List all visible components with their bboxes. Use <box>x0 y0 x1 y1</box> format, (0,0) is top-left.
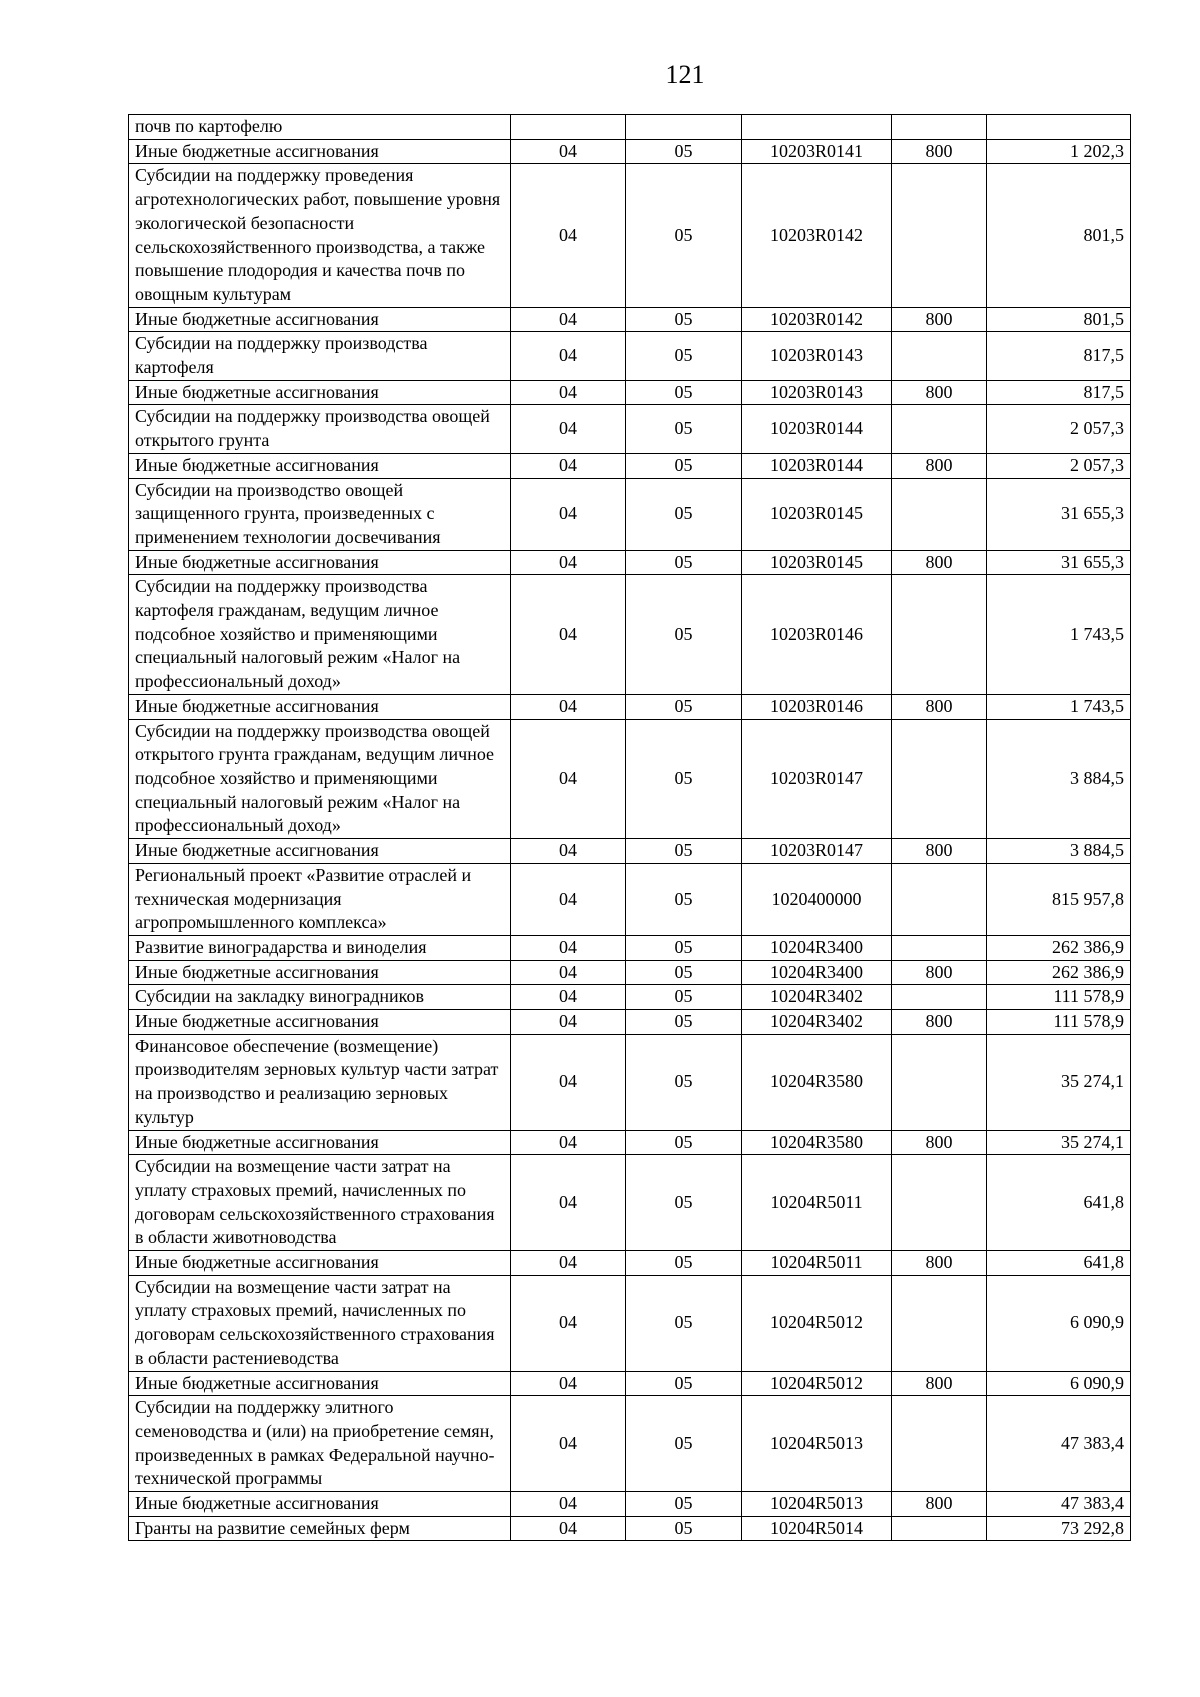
table-row <box>129 405 1131 453</box>
row-type-cell: 800 <box>892 839 987 864</box>
row-subsection-cell: 05 <box>626 1155 742 1251</box>
row-name-cell: Иные бюджетные ассигнования <box>129 550 511 575</box>
row-type-cell <box>892 405 987 453</box>
table-row <box>129 1396 1131 1492</box>
row-name-cell: Иные бюджетные ассигнования <box>129 1492 511 1517</box>
row-name-cell: Субсидии на поддержку производства овощей открытого грунта <box>129 405 511 453</box>
row-type-cell <box>892 985 987 1010</box>
page-number: 121 <box>665 60 705 89</box>
row-amount-cell: 35 274,1 <box>987 1034 1131 1130</box>
row-subsection-cell: 05 <box>626 164 742 307</box>
row-code-cell: 10203R0144 <box>742 453 892 478</box>
row-code-cell: 10203R0143 <box>742 332 892 380</box>
row-amount-cell: 641,8 <box>987 1155 1131 1251</box>
row-section-cell: 04 <box>511 1130 626 1155</box>
row-code-cell: 10204R3402 <box>742 1010 892 1035</box>
row-subsection-cell: 05 <box>626 1396 742 1492</box>
row-subsection-cell: 05 <box>626 453 742 478</box>
row-code-cell: 10203R0143 <box>742 380 892 405</box>
row-type-cell: 800 <box>892 307 987 332</box>
row-amount-cell: 262 386,9 <box>987 960 1131 985</box>
row-section-cell: 04 <box>511 550 626 575</box>
row-amount-cell: 2 057,3 <box>987 453 1131 478</box>
row-code-cell <box>742 115 892 140</box>
table-row <box>129 550 1131 575</box>
row-section-cell: 04 <box>511 985 626 1010</box>
row-subsection-cell: 05 <box>626 719 742 839</box>
row-subsection-cell: 05 <box>626 839 742 864</box>
row-code-cell: 10204R3580 <box>742 1034 892 1130</box>
row-amount-cell: 817,5 <box>987 380 1131 405</box>
row-section-cell: 04 <box>511 478 626 550</box>
row-type-cell <box>892 575 987 695</box>
row-amount-cell: 31 655,3 <box>987 478 1131 550</box>
table-row <box>129 307 1131 332</box>
table-row <box>129 960 1131 985</box>
row-code-cell: 10203R0146 <box>742 694 892 719</box>
table-row <box>129 115 1131 140</box>
row-subsection-cell: 05 <box>626 1251 742 1276</box>
row-subsection-cell: 05 <box>626 694 742 719</box>
row-section-cell: 04 <box>511 1371 626 1396</box>
row-name-cell: Субсидии на поддержку производства овощей открытого грунта гражданам, ведущим личное подсобное хозяйство и применяющими специальный налоговый режим «Налог на профессиональный доход» <box>129 719 511 839</box>
row-name-cell: Иные бюджетные ассигнования <box>129 1010 511 1035</box>
row-type-cell: 800 <box>892 453 987 478</box>
row-subsection-cell: 05 <box>626 1130 742 1155</box>
row-name-cell: Субсидии на производство овощей защищенного грунта, произведенных с применением технологии досвечивания <box>129 478 511 550</box>
row-code-cell: 10203R0145 <box>742 478 892 550</box>
row-name-cell: Иные бюджетные ассигнования <box>129 1371 511 1396</box>
row-amount-cell: 1 202,3 <box>987 139 1131 164</box>
row-type-cell <box>892 1516 987 1541</box>
table-row <box>129 478 1131 550</box>
row-type-cell: 800 <box>892 1010 987 1035</box>
row-subsection-cell: 05 <box>626 575 742 695</box>
table-row <box>129 1492 1131 1517</box>
table-row <box>129 1010 1131 1035</box>
row-name-cell: Субсидии на возмещение части затрат на уплату страховых премий, начисленных по договорам сельскохозяйственного страхования в области животноводства <box>129 1155 511 1251</box>
row-type-cell: 800 <box>892 1371 987 1396</box>
row-code-cell: 1020400000 <box>742 863 892 935</box>
row-subsection-cell: 05 <box>626 985 742 1010</box>
table-row <box>129 1155 1131 1251</box>
row-name-cell: Региональный проект «Развитие отраслей и техническая модернизация агропромышленного комплекса» <box>129 863 511 935</box>
row-type-cell: 800 <box>892 960 987 985</box>
row-amount-cell: 47 383,4 <box>987 1396 1131 1492</box>
row-section-cell: 04 <box>511 380 626 405</box>
row-code-cell: 10204R5011 <box>742 1251 892 1276</box>
row-amount-cell: 1 743,5 <box>987 694 1131 719</box>
row-section-cell: 04 <box>511 1251 626 1276</box>
table-row <box>129 139 1131 164</box>
row-code-cell: 10204R5012 <box>742 1275 892 1371</box>
row-section-cell: 04 <box>511 1492 626 1517</box>
row-name-cell: Иные бюджетные ассигнования <box>129 380 511 405</box>
row-name-cell: Субсидии на поддержку элитного семеноводства и (или) на приобретение семян, произведенных в рамках Федеральной научно-технической программы <box>129 1396 511 1492</box>
row-amount-cell <box>987 115 1131 140</box>
row-subsection-cell: 05 <box>626 307 742 332</box>
row-type-cell: 800 <box>892 1251 987 1276</box>
row-type-cell <box>892 1034 987 1130</box>
row-amount-cell: 262 386,9 <box>987 935 1131 960</box>
table-row <box>129 453 1131 478</box>
row-amount-cell: 111 578,9 <box>987 985 1131 1010</box>
row-amount-cell: 817,5 <box>987 332 1131 380</box>
row-name-cell: Субсидии на поддержку производства картофеля гражданам, ведущим личное подсобное хозяйство и применяющими специальный налоговый режим «Налог на профессиональный доход» <box>129 575 511 695</box>
row-section-cell: 04 <box>511 1034 626 1130</box>
row-subsection-cell: 05 <box>626 863 742 935</box>
row-code-cell: 10204R5013 <box>742 1492 892 1517</box>
table-row <box>129 575 1131 695</box>
row-type-cell: 800 <box>892 550 987 575</box>
table-row <box>129 719 1131 839</box>
row-name-cell: Иные бюджетные ассигнования <box>129 453 511 478</box>
row-type-cell <box>892 115 987 140</box>
row-type-cell <box>892 935 987 960</box>
row-section-cell <box>511 115 626 140</box>
row-subsection-cell: 05 <box>626 1492 742 1517</box>
row-amount-cell: 801,5 <box>987 164 1131 307</box>
row-code-cell: 10203R0147 <box>742 839 892 864</box>
table-row <box>129 164 1131 307</box>
row-subsection-cell <box>626 115 742 140</box>
row-section-cell: 04 <box>511 1396 626 1492</box>
row-section-cell: 04 <box>511 863 626 935</box>
row-code-cell: 10204R5014 <box>742 1516 892 1541</box>
row-name-cell: Иные бюджетные ассигнования <box>129 694 511 719</box>
row-amount-cell: 3 884,5 <box>987 719 1131 839</box>
row-name-cell: Развитие виноградарства и виноделия <box>129 935 511 960</box>
row-section-cell: 04 <box>511 164 626 307</box>
row-type-cell <box>892 1275 987 1371</box>
row-subsection-cell: 05 <box>626 139 742 164</box>
row-section-cell: 04 <box>511 935 626 960</box>
row-code-cell: 10203R0142 <box>742 307 892 332</box>
row-amount-cell: 2 057,3 <box>987 405 1131 453</box>
table-row <box>129 1371 1131 1396</box>
row-amount-cell: 73 292,8 <box>987 1516 1131 1541</box>
row-subsection-cell: 05 <box>626 1371 742 1396</box>
row-section-cell: 04 <box>511 1275 626 1371</box>
row-subsection-cell: 05 <box>626 1010 742 1035</box>
row-section-cell: 04 <box>511 307 626 332</box>
row-type-cell: 800 <box>892 1492 987 1517</box>
row-amount-cell: 6 090,9 <box>987 1275 1131 1371</box>
row-subsection-cell: 05 <box>626 478 742 550</box>
row-section-cell: 04 <box>511 575 626 695</box>
table-row <box>129 1516 1131 1541</box>
table-row <box>129 694 1131 719</box>
row-type-cell: 800 <box>892 694 987 719</box>
table-row <box>129 985 1131 1010</box>
row-amount-cell: 35 274,1 <box>987 1130 1131 1155</box>
row-name-cell: Субсидии на поддержку производства картофеля <box>129 332 511 380</box>
row-code-cell: 10204R3402 <box>742 985 892 1010</box>
row-type-cell <box>892 164 987 307</box>
row-type-cell <box>892 1155 987 1251</box>
row-name-cell: почв по картофелю <box>129 115 511 140</box>
row-type-cell <box>892 332 987 380</box>
row-amount-cell: 801,5 <box>987 307 1131 332</box>
table-row <box>129 1130 1131 1155</box>
row-type-cell <box>892 478 987 550</box>
table-body <box>129 115 1131 1541</box>
row-code-cell: 10204R3400 <box>742 935 892 960</box>
row-amount-cell: 815 957,8 <box>987 863 1131 935</box>
table-row <box>129 1034 1131 1130</box>
row-code-cell: 10204R3580 <box>742 1130 892 1155</box>
row-type-cell: 800 <box>892 380 987 405</box>
row-amount-cell: 3 884,5 <box>987 839 1131 864</box>
row-section-cell: 04 <box>511 719 626 839</box>
row-type-cell <box>892 1396 987 1492</box>
row-section-cell: 04 <box>511 332 626 380</box>
row-name-cell: Иные бюджетные ассигнования <box>129 139 511 164</box>
row-code-cell: 10203R0141 <box>742 139 892 164</box>
row-code-cell: 10204R5013 <box>742 1396 892 1492</box>
row-type-cell <box>892 719 987 839</box>
table-row <box>129 1251 1131 1276</box>
row-section-cell: 04 <box>511 694 626 719</box>
row-subsection-cell: 05 <box>626 1275 742 1371</box>
row-section-cell: 04 <box>511 1010 626 1035</box>
row-section-cell: 04 <box>511 1516 626 1541</box>
row-subsection-cell: 05 <box>626 1034 742 1130</box>
table-row <box>129 1275 1131 1371</box>
row-code-cell: 10204R5011 <box>742 1155 892 1251</box>
row-section-cell: 04 <box>511 453 626 478</box>
table-row <box>129 380 1131 405</box>
row-section-cell: 04 <box>511 960 626 985</box>
row-code-cell: 10203R0147 <box>742 719 892 839</box>
row-amount-cell: 31 655,3 <box>987 550 1131 575</box>
row-section-cell: 04 <box>511 1155 626 1251</box>
row-subsection-cell: 05 <box>626 550 742 575</box>
row-name-cell: Иные бюджетные ассигнования <box>129 307 511 332</box>
row-code-cell: 10204R3400 <box>742 960 892 985</box>
row-name-cell: Субсидии на закладку виноградников <box>129 985 511 1010</box>
row-section-cell: 04 <box>511 139 626 164</box>
row-name-cell: Иные бюджетные ассигнования <box>129 1130 511 1155</box>
row-name-cell: Финансовое обеспечение (возмещение) производителям зерновых культур части затрат на производство и реализацию зерновых культур <box>129 1034 511 1130</box>
row-name-cell: Субсидии на возмещение части затрат на уплату страховых премий, начисленных по договорам сельскохозяйственного страхования в области растениеводства <box>129 1275 511 1371</box>
row-type-cell: 800 <box>892 139 987 164</box>
row-code-cell: 10203R0142 <box>742 164 892 307</box>
row-subsection-cell: 05 <box>626 1516 742 1541</box>
table-row <box>129 863 1131 935</box>
row-code-cell: 10203R0145 <box>742 550 892 575</box>
table-row <box>129 935 1131 960</box>
row-amount-cell: 6 090,9 <box>987 1371 1131 1396</box>
row-name-cell: Иные бюджетные ассигнования <box>129 1251 511 1276</box>
row-subsection-cell: 05 <box>626 332 742 380</box>
row-name-cell: Иные бюджетные ассигнования <box>129 839 511 864</box>
row-subsection-cell: 05 <box>626 960 742 985</box>
row-code-cell: 10203R0144 <box>742 405 892 453</box>
table-row <box>129 839 1131 864</box>
row-section-cell: 04 <box>511 405 626 453</box>
row-subsection-cell: 05 <box>626 380 742 405</box>
row-type-cell: 800 <box>892 1130 987 1155</box>
row-name-cell: Иные бюджетные ассигнования <box>129 960 511 985</box>
row-code-cell: 10204R5012 <box>742 1371 892 1396</box>
row-amount-cell: 1 743,5 <box>987 575 1131 695</box>
row-subsection-cell: 05 <box>626 935 742 960</box>
row-subsection-cell: 05 <box>626 405 742 453</box>
row-section-cell: 04 <box>511 839 626 864</box>
row-name-cell: Гранты на развитие семейных ферм <box>129 1516 511 1541</box>
row-code-cell: 10203R0146 <box>742 575 892 695</box>
budget-table <box>128 114 1131 1541</box>
row-name-cell: Субсидии на поддержку проведения агротехнологических работ, повышение уровня экологической безопасности сельскохозяйственного производства, а также повышение плодородия и качества почв по овощным культурам <box>129 164 511 307</box>
row-amount-cell: 641,8 <box>987 1251 1131 1276</box>
row-amount-cell: 111 578,9 <box>987 1010 1131 1035</box>
row-type-cell <box>892 863 987 935</box>
table-row <box>129 332 1131 380</box>
row-amount-cell: 47 383,4 <box>987 1492 1131 1517</box>
